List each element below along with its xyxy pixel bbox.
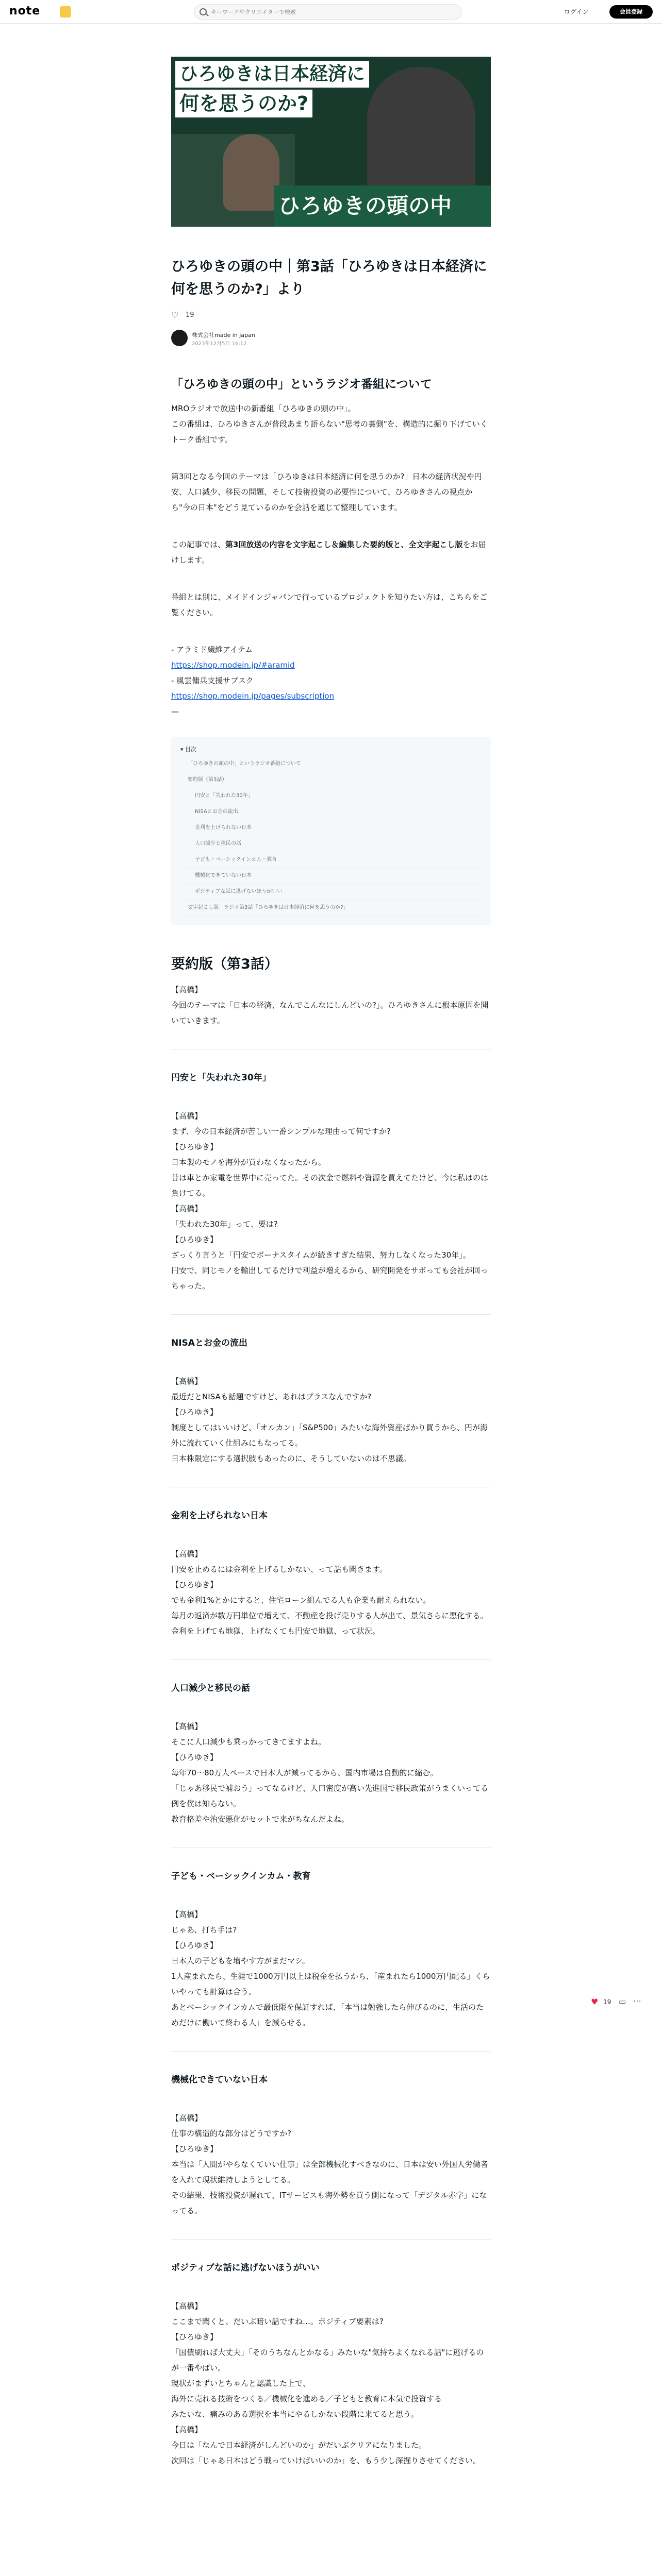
summary-section bbox=[171, 1070, 491, 1294]
dialogue-line: 「失われた30年」って、要は? bbox=[171, 1219, 278, 1229]
dialogue-line: 【高橋】 bbox=[171, 2301, 203, 2311]
dialogue-line: じゃあ、打ち手は? bbox=[171, 1925, 237, 1935]
summary-section bbox=[171, 1869, 491, 2030]
aramid-link[interactable]: https://shop.modein.jp/#aramid bbox=[171, 660, 295, 670]
table-of-contents bbox=[171, 737, 491, 925]
like-count: 19 bbox=[603, 1998, 611, 2006]
dialogue-line: 1人産まれたら、生涯で1000万円以上は税金を払うから、「産まれたら1000万円配る」くらいやっても計算は合う。 bbox=[171, 1972, 490, 1996]
article-title: ひろゆきの頭の中｜第3話「ひろゆきは日本経済に何を思うのか?」より bbox=[171, 259, 487, 297]
like-count: 19 bbox=[186, 311, 194, 319]
about-paragraph-1 bbox=[171, 401, 491, 447]
floating-actions bbox=[588, 1996, 650, 2010]
dash: — bbox=[171, 707, 179, 716]
avatar[interactable] bbox=[171, 330, 188, 346]
toc-item[interactable]: 文字起こし版：ラジオ第3話「ひろゆきは日本経済に何を思うのか?」 bbox=[180, 900, 482, 916]
toc-item[interactable]: ポジティブな話に逃げないほうがいい bbox=[180, 884, 482, 900]
dialogue-line: 日本人の子どもを増やす方がまだマシ。 bbox=[171, 1956, 310, 1965]
dialogue-line: 【高橋】 bbox=[171, 1204, 203, 1213]
project-links bbox=[171, 642, 491, 719]
login-link[interactable]: ログイン bbox=[564, 8, 589, 15]
dialogue-line: 【高橋】 bbox=[171, 1549, 203, 1558]
section-body bbox=[171, 1907, 491, 2030]
summary-heading: 要約版（第3話） bbox=[171, 956, 278, 972]
about-line-2: この番組は、ひろゆきさんが普段あまり語らない"思考の裏側"を、構造的に掘り下げていくトーク番組です。 bbox=[171, 419, 488, 444]
section-heading: 円安と「失われた30年」 bbox=[171, 1073, 271, 1083]
project-label-1: - アラミド繊維アイテム bbox=[171, 645, 253, 654]
project-label-2: - 風雲傭兵支援サブスク bbox=[171, 676, 254, 685]
hero-title-line-2: 何を思うのか? bbox=[175, 90, 312, 117]
dialogue-line: 【ひろゆき】 bbox=[171, 1941, 218, 1950]
section-body bbox=[171, 1546, 491, 1639]
dialogue-line: 【ひろゆき】 bbox=[171, 1235, 218, 1244]
dialogue-line: 【ひろゆき】 bbox=[171, 2144, 218, 2154]
author-row bbox=[171, 330, 491, 350]
toc-heading[interactable]: ▾ 目次 bbox=[180, 746, 197, 753]
about-paragraph-4: 番組とは別に、メイドインジャパンで行っているプロジェクトを知りたい方は、こちらをご覧ください。 bbox=[171, 592, 487, 617]
section-heading: 人口減少と移民の話 bbox=[171, 1683, 250, 1693]
section-heading: 機械化できていない日本 bbox=[171, 2075, 268, 2085]
like-row bbox=[171, 309, 491, 321]
toc-item[interactable]: 円安と「失われた30年」 bbox=[180, 788, 482, 804]
dialogue-line: 毎年70〜80万人ペースで日本人が減ってるから、国内市場は自動的に縮む。 bbox=[171, 1768, 438, 1777]
dialogue-line: その結果、技術投資が遅れて、ITサービスも海外勢を買う側になって「デジタル赤字」になってる。 bbox=[171, 2191, 487, 2215]
toc-item[interactable]: 要約版（第3話） bbox=[180, 772, 482, 788]
section-heading: 金利を上げられない日本 bbox=[171, 1511, 268, 1521]
toc-item[interactable]: 機械化できていない日本 bbox=[180, 868, 482, 884]
dialogue-line: 【ひろゆき】 bbox=[171, 1142, 218, 1151]
logo-badge-icon bbox=[60, 6, 71, 18]
hero-image bbox=[171, 57, 491, 227]
speaker-label: 【高橋】 bbox=[171, 985, 203, 994]
summary-intro bbox=[171, 982, 491, 1028]
toc-item[interactable]: 子ども・ベーシックインカム・教育 bbox=[180, 852, 482, 868]
section-heading: ポジティブな話に逃げないほうがいい bbox=[171, 2263, 320, 2273]
dialogue-line: ざっくり言うと「円安でボーナスタイムが続きすぎた結果、努力しなくなった30年」。 bbox=[171, 1250, 471, 1260]
signup-button[interactable]: 会員登録 bbox=[609, 5, 653, 19]
toc-item[interactable]: 「ひろゆきの頭の中」というラジオ番組について bbox=[180, 756, 482, 772]
dialogue-line: 毎月の返済が数万円単位で増えて、不動産を投げ売りする人が出て、景気さらに悪化する。 bbox=[171, 1611, 488, 1620]
dialogue-line: 「国債刷れば大丈夫」「そのうちなんとかなる」みたいな"気持ちよくなれる話"に逃げるのが一番やばい。 bbox=[171, 2348, 484, 2372]
article bbox=[171, 57, 491, 2468]
section-body bbox=[171, 2110, 491, 2218]
dialogue-line: そこに人口減少も乗っかってきてますよね。 bbox=[171, 1737, 326, 1747]
dialogue-line: 昔は車とか家電を世界中に売ってた。その次金で燃料や資源を買えてたけど、今は私はのは負けてる。 bbox=[171, 1173, 489, 1198]
dialogue-line: 【ひろゆき】 bbox=[171, 1408, 218, 1417]
dialogue-line: 最近だとNISAも話題ですけど、あれはプラスなんですか? bbox=[171, 1392, 372, 1401]
summary-text: 今回のテーマは「日本の経済、なんでこんなにしんどいの?」。ひろゆきさんに根本原因を聞いていきます。 bbox=[171, 1001, 489, 1025]
about-paragraph-2: 第3回となる今回のテーマは「ひろゆきは日本経済に何を思うのか?」日本の経済状況や円安、人口減少、移民の問題、そして技術投資の必要性について、ひろゆきさんの視点から"今の日本"をどう見ているのかを会話を通じて整理しています。 bbox=[171, 472, 482, 512]
search-box[interactable] bbox=[194, 4, 462, 20]
summary-section bbox=[171, 2072, 491, 2218]
about-p3-tail: をお届けします。 bbox=[171, 540, 486, 565]
dialogue-line: 金利を上げても地獄、上げなくても円安で地獄、って状況。 bbox=[171, 1626, 380, 1636]
section-body bbox=[171, 2298, 491, 2468]
about-p3-bold: 第3回放送の内容を文字起こし＆編集した要約版と、全文字起こし版 bbox=[225, 540, 463, 549]
dialogue-line: 本当は「人間がやらなくていい仕事」は全部機械化すべきなのに、日本は安い外国人労働者を入れて現状維持しようとしてる。 bbox=[171, 2160, 488, 2184]
dialogue-line: まず、今の日本経済が苦しい一番シンプルな理由って何ですか? bbox=[171, 1127, 391, 1136]
dialogue-line: 【ひろゆき】 bbox=[171, 1753, 218, 1762]
dialogue-line: 次回は「じゃあ日本はどう戦っていけばいいのか」を、もう少し深掘りさせてください。 bbox=[171, 2456, 481, 2465]
toc-item[interactable]: 人口減少と移民の話 bbox=[180, 836, 482, 852]
summary-section bbox=[171, 2260, 491, 2468]
dialogue-line: 【高橋】 bbox=[171, 1910, 203, 1919]
heart-icon[interactable]: ♥ bbox=[591, 1997, 599, 2007]
about-heading: 「ひろゆきの頭の中」というラジオ番組について bbox=[171, 378, 432, 391]
dialogue-line: 日本製のモノを海外が買わなくなったから。 bbox=[171, 1158, 326, 1167]
dialogue-line: 教育格差や治安悪化がセットで来がちなんだよね。 bbox=[171, 1815, 350, 1824]
comment-icon[interactable]: ▭ bbox=[619, 1997, 626, 2006]
dialogue-line: ここまで聞くと、だいぶ暗い話ですね…。ポジティブ要素は? bbox=[171, 2317, 384, 2326]
section-heading: 子ども・ベーシックインカム・教育 bbox=[171, 1871, 311, 1882]
about-paragraph-3 bbox=[171, 537, 491, 568]
dialogue-line: 【高橋】 bbox=[171, 2425, 203, 2434]
dialogue-line: 「じゃあ移民で補おう」ってなるけど、人口密度が高い先進国で移民政策がうまくいってる例を僕は知らない。 bbox=[171, 1784, 489, 1808]
about-p3-text: この記事では、 bbox=[171, 540, 226, 549]
dialogue-line: 円安を止めるには金利を上げるしかない、って話も聞きます。 bbox=[171, 1565, 387, 1574]
top-navigation-bar bbox=[0, 0, 662, 24]
dialogue-line: 現状がまずいとちゃんと認識した上で、 bbox=[171, 2379, 310, 2388]
toc-item[interactable]: 金利を上げられない日本 bbox=[180, 820, 482, 836]
toc-item[interactable]: NISAとお金の流出 bbox=[180, 804, 482, 820]
section-body bbox=[171, 1108, 491, 1294]
dialogue-line: 制度としてはいいけど、「オルカン」「S&P500」みたいな海外資産ばかり買うから、円が海外に流れていく仕組みにもなってる。 bbox=[171, 1423, 488, 1448]
dialogue-line: あとベーシックインカムで最低限を保証すれば、「本当は勉強したら伸びるのに、生活のためだけに働いて終わる人」を減らせる。 bbox=[171, 2003, 484, 2027]
hero-person-left bbox=[223, 134, 279, 211]
dialogue-line: 海外に売れる技術をつくる／機械化を進める／子どもと教育に本気で投資する bbox=[171, 2394, 442, 2403]
search-input[interactable] bbox=[211, 7, 453, 17]
hero-title-line-1: ひろゆきは日本経済に bbox=[175, 61, 369, 88]
section-body bbox=[171, 1374, 491, 1466]
dialogue-line: 【高橋】 bbox=[171, 1111, 203, 1121]
dialogue-line: 日本株限定にする選択肢もあったのに、そうしていないのは不思議。 bbox=[171, 1454, 411, 1463]
dialogue-line: 【ひろゆき】 bbox=[171, 2332, 218, 2342]
dialogue-line: 【高橋】 bbox=[171, 1377, 203, 1386]
dialogue-line: 【ひろゆき】 bbox=[171, 1580, 218, 1589]
summary-section bbox=[171, 1508, 491, 1639]
post-date: 2023年12月5日 16:12 bbox=[192, 341, 247, 347]
search-icon bbox=[200, 8, 207, 15]
dialogue-line: 【高橋】 bbox=[171, 2113, 203, 2123]
dialogue-line: みたいな、痛みのある選択を本当にやるしかない段階に来てると思う。 bbox=[171, 2410, 419, 2419]
section-divider bbox=[171, 2239, 491, 2240]
dialogue-line: 今日は「なんで日本経済がしんどいのか」がだいぶクリアになりました。 bbox=[171, 2441, 427, 2450]
section-divider bbox=[171, 2051, 491, 2052]
heart-icon[interactable]: ♡ bbox=[171, 310, 179, 320]
more-options-icon[interactable]: ⋯ bbox=[633, 1996, 641, 2006]
section-heading: NISAとお金の流出 bbox=[171, 1338, 247, 1348]
summary-section bbox=[171, 1335, 491, 1466]
note-logo[interactable]: note bbox=[9, 5, 41, 18]
subscription-link[interactable]: https://shop.modein.jp/pages/subscription bbox=[171, 691, 335, 701]
dialogue-line: 仕事の構造的な部分はどうですか? bbox=[171, 2129, 291, 2138]
about-line-1: MROラジオで放送中の新番組「ひろゆきの頭の中」。 bbox=[171, 404, 356, 413]
summary-section bbox=[171, 1681, 491, 1827]
dialogue-line: 円安で、同じモノを輸出してるだけで利益が増えるから、研究開発をサボっても会社が回っちゃった。 bbox=[171, 1266, 488, 1291]
dialogue-line: 【高橋】 bbox=[171, 1722, 203, 1731]
section-divider bbox=[171, 1314, 491, 1315]
author-name[interactable]: 株式会社made in japan bbox=[192, 332, 255, 338]
section-divider bbox=[171, 1659, 491, 1660]
dialogue-line: でも金利1%とかにすると、住宅ローン組んでる人も企業も耐えられない。 bbox=[171, 1596, 431, 1605]
section-body bbox=[171, 1719, 491, 1827]
hero-program-title: ひろゆきの頭の中 bbox=[278, 193, 452, 218]
